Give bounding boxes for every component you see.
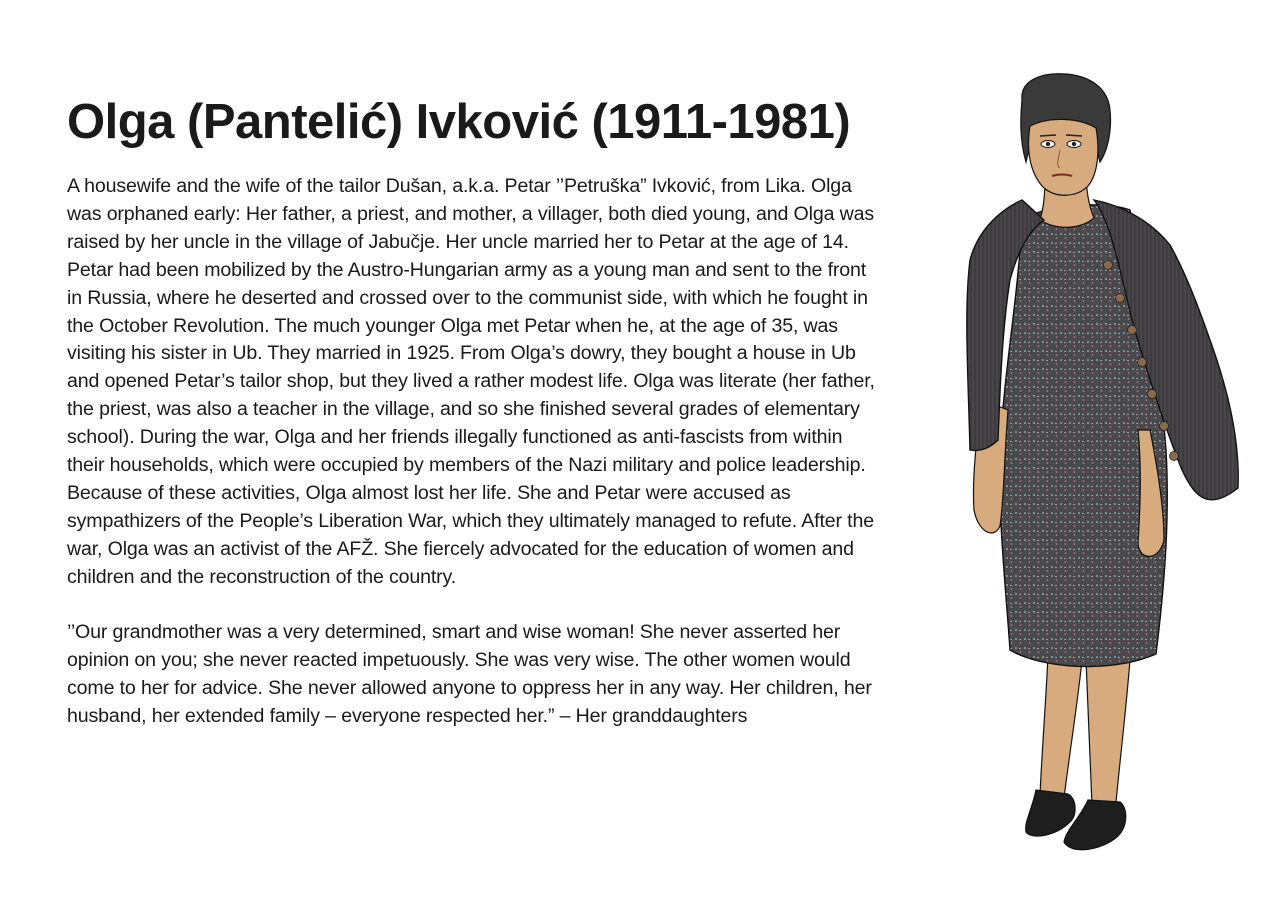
granddaughters-quote: ’’Our grandmother was a very determined, smart and wise woman! She never asserted her opinion on you; she never reacted impetuously. She was very wise. The other women would come to her for advice. She never allowed anyone to oppress her in any way. Her children, her husband, her extended family – everyone respected her.” – Her granddaughters [67,621,872,728]
legs [1040,655,1130,805]
page-title: Olga (Pantelić) Ivković (1911-1981) [67,95,851,149]
left-shoe [1026,790,1075,836]
text-content [67,173,875,731]
head [1021,74,1111,196]
woman-portrait-illustration [960,70,1250,860]
face [1029,119,1098,195]
biography-paragraph: A housewife and the wife of the tailor Dušan, a.k.a. Petar ’’Petruška” Ivković, from Lika. Olga was orphaned early: Her father, a priest, and mother, a villager, both died young, and Olga was raised by her uncle in the village of Jabučje. Her uncle married her to Petar at the age of 14. Petar had been mobilized by the Austro-Hungarian army as a young man and sent to the front in Russia, where he deserted and crossed over to the communist side, with which he fought in the October Revolution. The much younger Olga met Petar when he, at the age of 35, was visiting his sister in Ub. They married in 1925. From Olga’s dowry, they bought a house in Ub and opened Petar’s tailor shop, but they lived a rather modest life. Olga was literate (her father, the priest, was also a teacher in the village, and so she finished several grades of elementary school). During the war, Olga and her friends illegally functioned as anti-fascists from within their households, which were occupied by members of the Nazi military and police leadership. Because of these activities, Olga almost lost her life. She and Petar were accused as sympathizers of the People’s Liberation War, which they ultimately managed to refute. After the war, Olga was an activist of the AFŽ. She fiercely advocated for the education of women and children and the reconstruction of the country. [67,175,875,588]
